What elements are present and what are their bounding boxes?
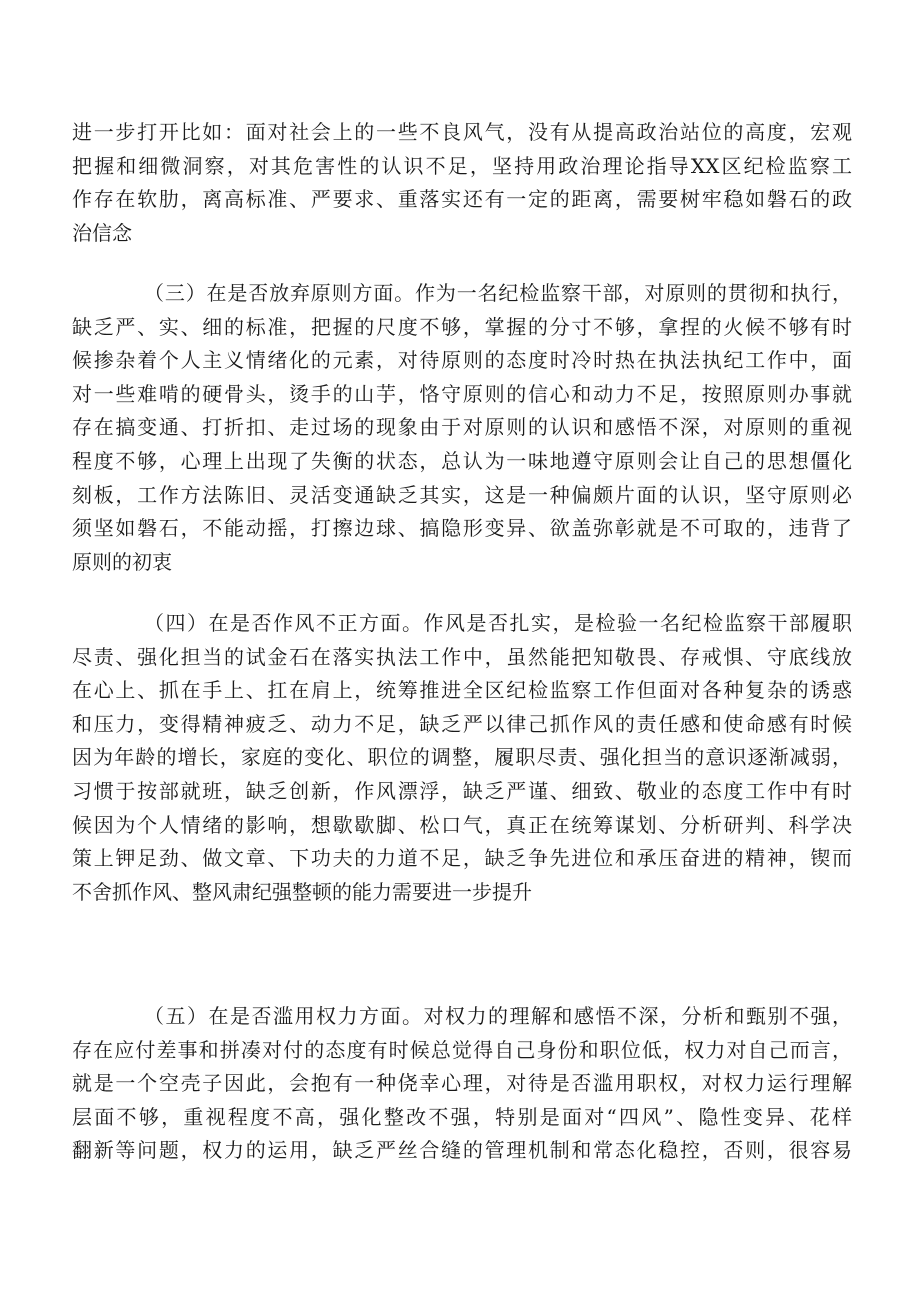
text-line: 翻新等问题，权力的运用，缺乏严丝合缝的管理机制和常态化稳控，否则，很容易	[72, 1138, 852, 1163]
text-line: 把握和细微洞察，对其危害性的认识不足，坚持用政治理论指导XX区纪检监察工	[72, 153, 852, 178]
text-line: 和压力，变得精神疲乏、动力不足，缺乏严以律己抓作风的责任感和使命感有时候	[72, 711, 852, 736]
text-line: 作存在软肋，离高标准、严要求、重落实还有一定的距离，需要树牢稳如磐石的政	[72, 187, 852, 212]
text-line: 刻板，工作方法陈旧、灵活变通缺乏其实，这是一种偏颇片面的认识，坚守原则必	[72, 482, 852, 507]
text-line: 缺乏严、实、细的标准，把握的尺度不够，掌握的分寸不够，拿捏的火候不够有时	[72, 314, 852, 339]
text-line: 习惯于按部就班，缺乏创新，作风漂浮，缺乏严谨、细致、敬业的态度工作中有时	[72, 778, 852, 803]
text-line: 进一步打开比如：面对社会上的一些不良风气，没有从提高政治站位的高度，宏观	[72, 120, 852, 144]
paragraph-section-3	[72, 277, 852, 579]
text-line: 在心上、抓在手上、扛在肩上，统筹推进全区纪检监察工作但面对各种复杂的诱惑	[72, 678, 852, 703]
text-line: 尽责、强化担当的试金石在落实执法工作中，虽然能把知敬畏、存戒惧、守底线放	[72, 644, 852, 669]
paragraph-section-4	[72, 607, 852, 909]
text-line: 策上钾足劲、做文章、下功夫的力道不足，缺乏争先进位和承压奋进的精神，锲而	[72, 846, 852, 871]
text-line: 存在搞变通、打折扣、走过场的现象由于对原则的认识和感悟不深，对原则的重视	[72, 415, 852, 440]
text-line: 因为年龄的增长，家庭的变化、职位的调整，履职尽责、强化担当的意识逐渐减弱，	[72, 745, 852, 770]
text-line: （四）在是否作风不正方面。作风是否扎实，是检验一名纪检监察干部履职	[144, 611, 852, 635]
text-line: 不舍抓作风、整风肃纪强整顿的能力需要进一步提升	[72, 879, 532, 904]
text-line: 须坚如磐石，不能动摇，打擦边球、搞隐形变异、欲盖弥彰就是不可取的，违背了	[72, 516, 852, 541]
text-line: 存在应付差事和拼凑对付的态度有时候总觉得自己身份和职位低，权力对自己而言，	[72, 1037, 852, 1062]
text-line: 层面不够，重视程度不高，强化整改不强，特别是面对“四风”、隐性变异、花样	[72, 1104, 852, 1129]
text-line: 就是一个空壳子因此，会抱有一种侥幸心理，对待是否滥用职权，对权力运行理解	[72, 1071, 852, 1096]
text-line: 治信念	[72, 220, 132, 245]
text-line: 程度不够，心理上出现了失衡的状态，总认为一味地遵守原则会让自己的思想僵化	[72, 448, 852, 473]
text-line: 对一些难啃的硬骨头，烫手的山芋，恪守原则的信心和动力不足，按照原则办事就	[72, 381, 852, 406]
paragraph-intro-tail	[72, 116, 852, 250]
text-line: （三）在是否放弃原则方面。作为一名纪检监察干部，对原则的贯彻和执行，	[144, 281, 852, 305]
paragraph-section-5	[72, 1000, 852, 1168]
text-line: 原则的初衷	[72, 549, 172, 574]
text-line: （五）在是否滥用权力方面。对权力的理解和感悟不深，分析和甄别不强，	[144, 1004, 852, 1028]
text-line: 候因为个人情绪的影响，想歇歇脚、松口气，真正在统筹谋划、分析研判、科学决	[72, 812, 852, 837]
text-line: 候掺杂着个人主义情绪化的元素，对待原则的态度时冷时热在执法执纪工作中，面	[72, 348, 852, 373]
